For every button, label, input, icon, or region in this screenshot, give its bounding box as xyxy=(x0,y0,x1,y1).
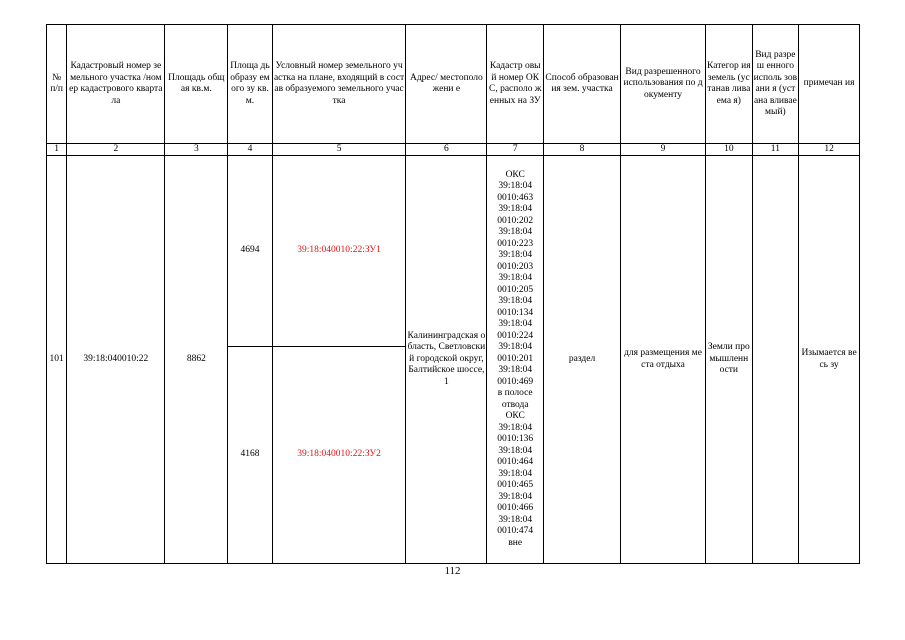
header-formation-method: Способ образования зем. участка xyxy=(544,25,621,144)
row-number: 101 xyxy=(47,156,67,564)
header-num: № п/п xyxy=(47,25,67,144)
oks-line: 0010:224 xyxy=(497,330,534,341)
header-total-area: Площадь общая кв.м. xyxy=(165,25,228,144)
formation-method: раздел xyxy=(544,156,621,564)
oks-line: 39:18:04 xyxy=(498,273,533,284)
oks-line: 0010:464 xyxy=(497,457,534,468)
oks-line: 39:18:04 xyxy=(498,445,533,456)
oks-line: 39:18:04 xyxy=(498,181,533,192)
header-permitted-use-set: Вид разреш енного исполь зовани я (устана вливае мый) xyxy=(752,25,799,144)
part-area: 4694 xyxy=(228,156,273,347)
oks-line: 39:18:04 xyxy=(498,514,533,525)
column-number: 9 xyxy=(621,144,706,156)
oks-line: 0010:223 xyxy=(497,238,534,249)
part-area: 4168 xyxy=(228,347,273,564)
oks-line: 0010:466 xyxy=(497,503,534,514)
oks-line: 39:18:04 xyxy=(498,468,533,479)
permitted-use-set xyxy=(752,156,799,564)
column-number: 5 xyxy=(272,144,406,156)
header-row xyxy=(47,25,860,144)
column-number: 2 xyxy=(67,144,165,156)
page-number: 112 xyxy=(444,565,461,577)
column-number: 7 xyxy=(487,144,544,156)
oks-line: 0010:202 xyxy=(497,215,534,226)
oks-line: 39:18:04 xyxy=(498,365,533,376)
oks-line: 0010:205 xyxy=(497,284,534,295)
total-area: 8862 xyxy=(165,156,228,564)
land-plot-table xyxy=(46,24,860,564)
header-oks-number: Кадастр овый номер ОКС, располо женных на ЗУ xyxy=(487,25,544,144)
oks-line: 39:18:04 xyxy=(498,296,533,307)
note: Изымается весь зу xyxy=(799,156,860,564)
oks-line: 0010:469 xyxy=(497,376,534,387)
oks-line: 39:18:04 xyxy=(498,250,533,261)
header-notes: примечан ия xyxy=(799,25,860,144)
oks-line: 39:18:04 xyxy=(498,491,533,502)
cadastral-number: 39:18:040010:22 xyxy=(67,156,165,564)
oks-line: 0010:136 xyxy=(497,434,534,445)
oks-line: 39:18:04 xyxy=(498,204,533,215)
column-number: 3 xyxy=(165,144,228,156)
header-cadastral-number: Кадастровый номер земельного участка /номер кадастрового квартала xyxy=(67,25,165,144)
oks-line: 39:18:04 xyxy=(498,227,533,238)
column-number: 1 xyxy=(47,144,67,156)
address: Калининградская область, Светловский городской округ, Балтийское шоссе, 1 xyxy=(406,156,487,564)
header-permitted-use: Вид разрешенного использования по документу xyxy=(621,25,706,144)
header-address: Адрес/ местоположени е xyxy=(406,25,487,144)
oks-number-list xyxy=(487,156,544,564)
oks-line: 39:18:04 xyxy=(498,422,533,433)
oks-line: 0010:465 xyxy=(497,480,534,491)
header-formed-area: Площа дь образу емого зу кв.м. xyxy=(228,25,273,144)
column-number: 12 xyxy=(799,144,860,156)
header-conditional-number: Условный номер земельного участка на плане, входящий в состав образуемого земельного участка xyxy=(272,25,406,144)
oks-line: ОКС xyxy=(505,411,525,422)
header-land-category: Категор ия земель (устанав ливаема я) xyxy=(706,25,753,144)
oks-line: отвода xyxy=(501,399,529,410)
column-number-row xyxy=(47,144,860,156)
oks-line: 39:18:04 xyxy=(498,342,533,353)
column-number: 4 xyxy=(228,144,273,156)
column-number: 8 xyxy=(544,144,621,156)
oks-line: 0010:474 xyxy=(497,526,534,537)
oks-line: вне xyxy=(508,537,523,548)
oks-line: 0010:203 xyxy=(497,261,534,272)
conditional-number: 39:18:040010:22:ЗУ1 xyxy=(272,156,406,347)
table-row xyxy=(47,156,860,347)
oks-line: в полосе xyxy=(497,388,533,399)
oks-line: ОКС xyxy=(505,169,525,180)
column-number: 11 xyxy=(752,144,799,156)
oks-line: 0010:201 xyxy=(497,353,534,364)
permitted-use: для размещения места отдыха xyxy=(621,156,706,564)
column-number: 10 xyxy=(706,144,753,156)
land-category: Земли промышленности xyxy=(706,156,753,564)
oks-line: 0010:134 xyxy=(497,307,534,318)
column-number: 6 xyxy=(406,144,487,156)
conditional-number: 39:18:040010:22:ЗУ2 xyxy=(272,347,406,564)
oks-line: 0010:463 xyxy=(497,192,534,203)
oks-line: 39:18:04 xyxy=(498,319,533,330)
